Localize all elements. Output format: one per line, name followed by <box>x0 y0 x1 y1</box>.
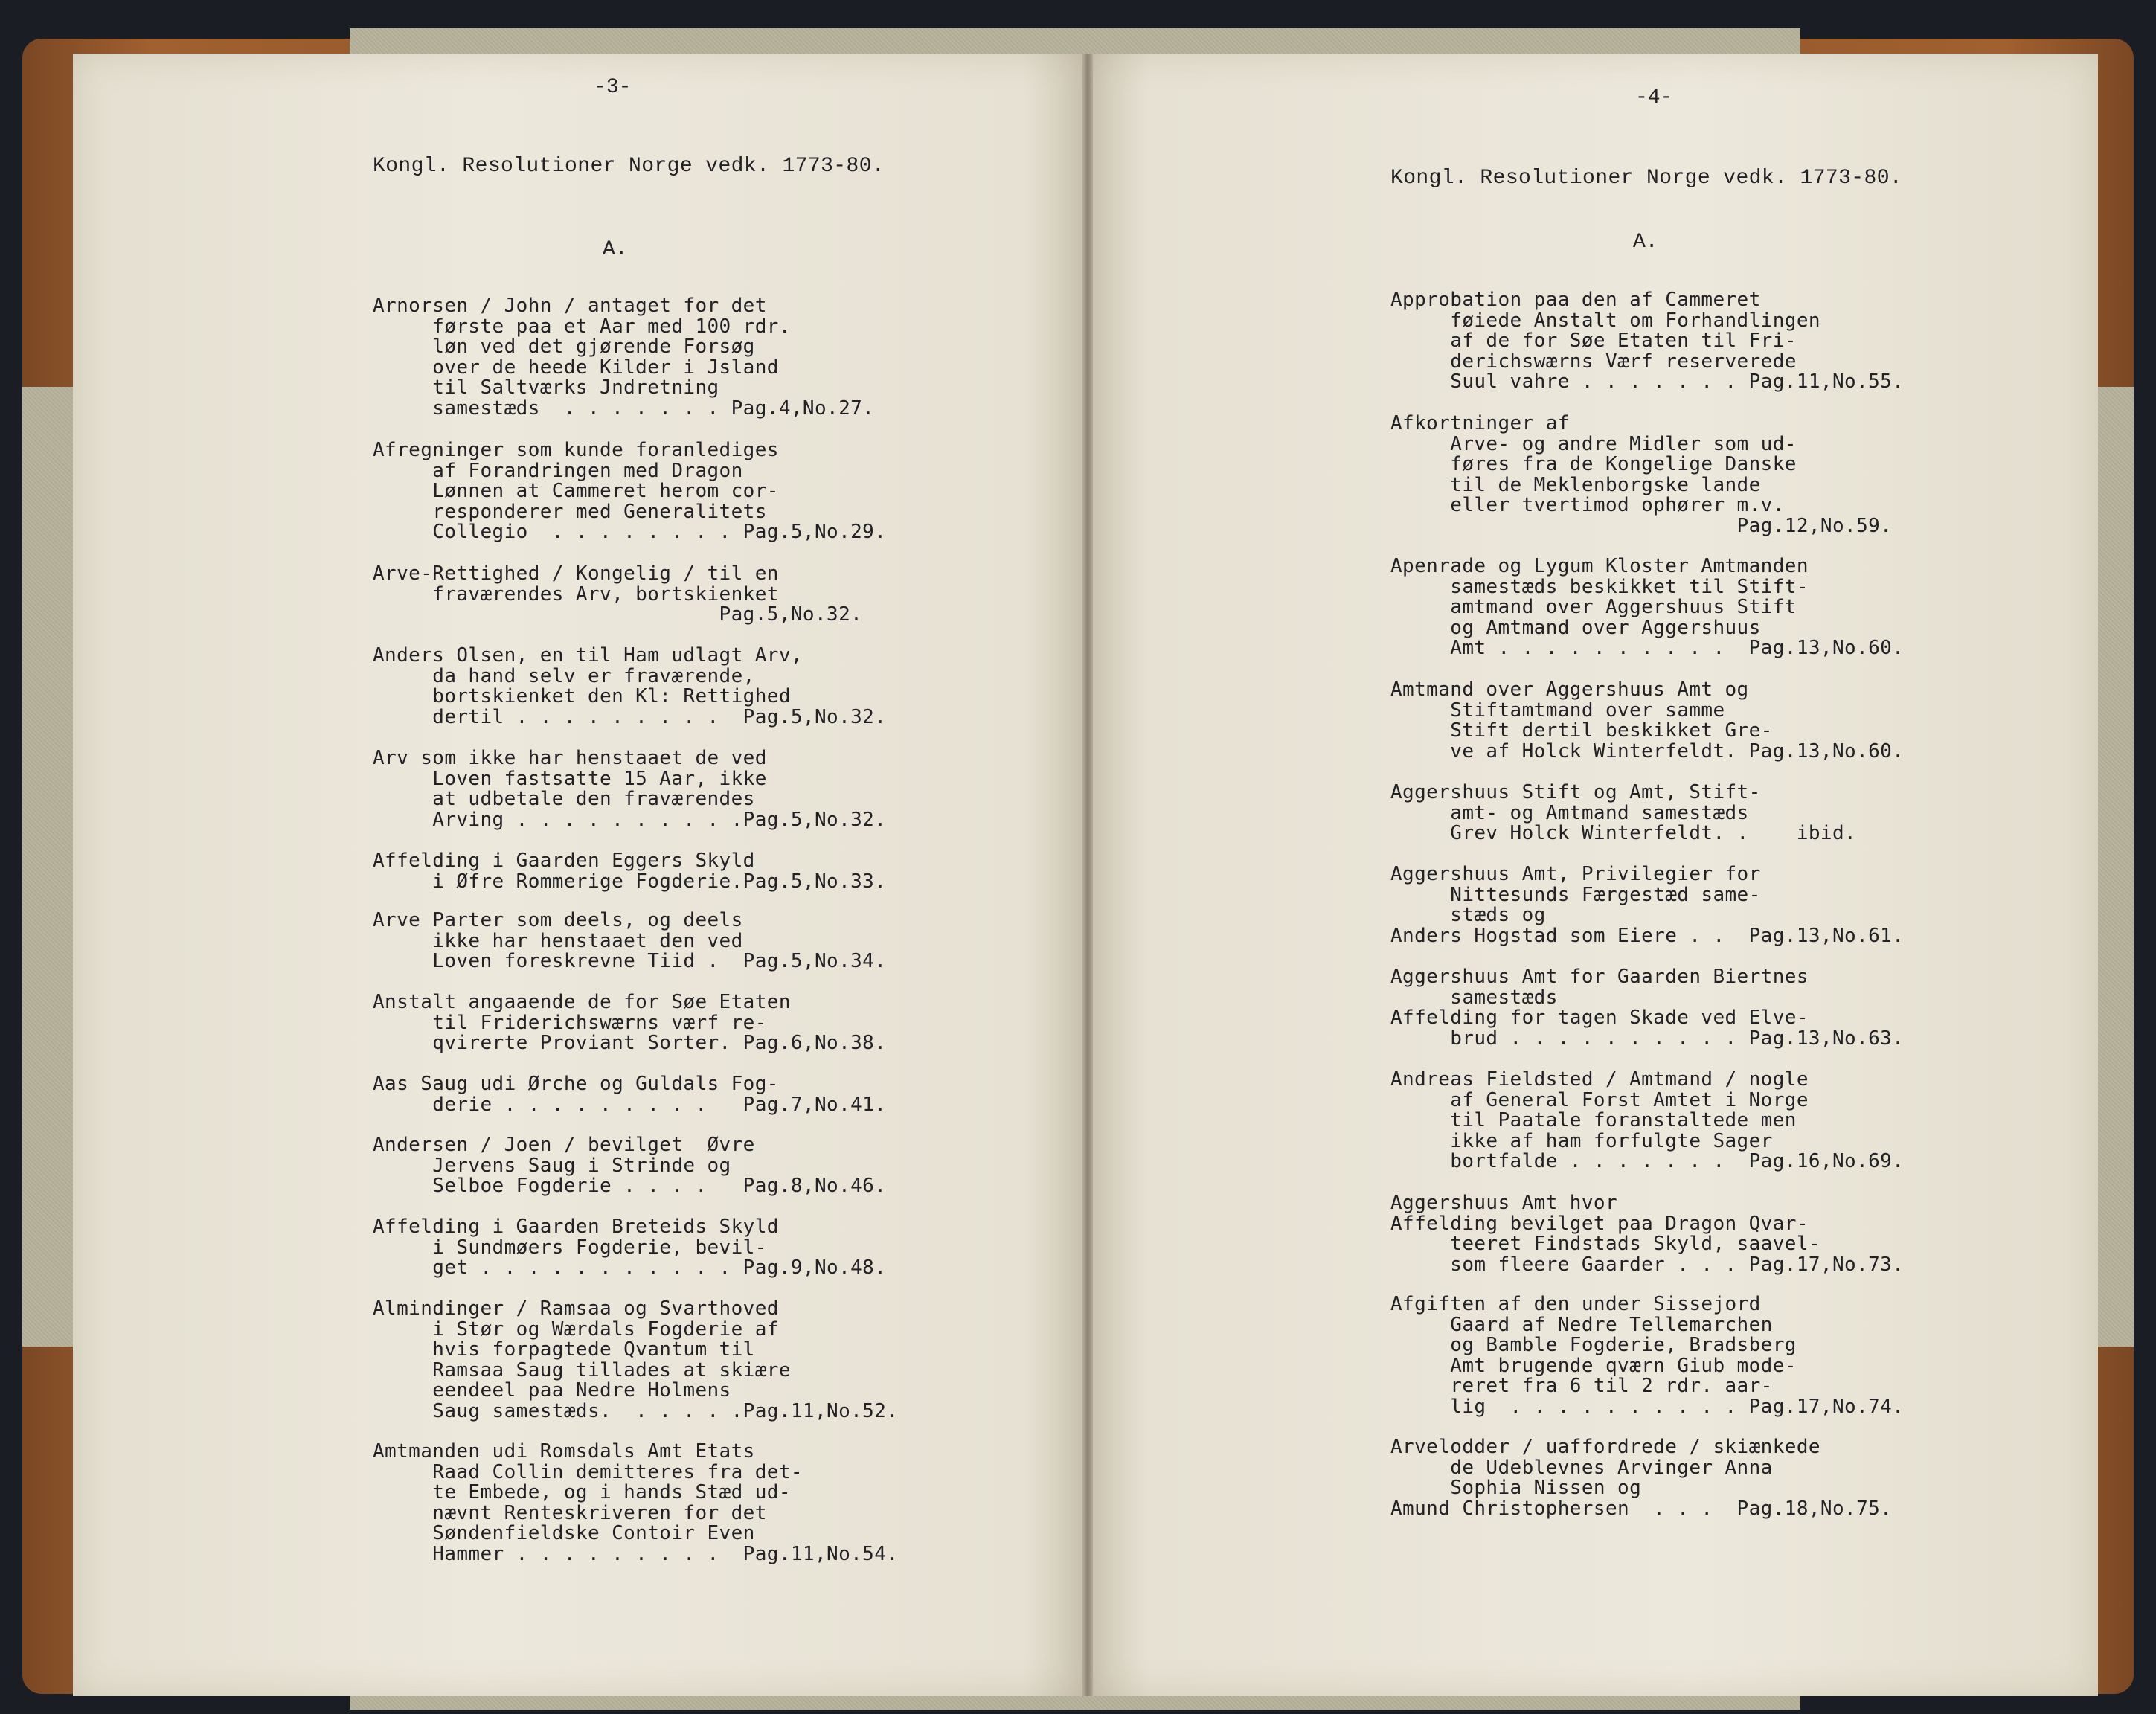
index-entry: Aggershuus Amt, Privilegier for Nittesunds Færgestæd same- stæds og Anders Hogstad som Eiere . . Pag.13,No.61. <box>1390 863 1905 947</box>
index-entry: Aas Saug udi Ørche og Guldals Fog- derie . . . . . . . . . Pag.7,No.41. <box>373 1073 887 1116</box>
index-entry: Affelding i Gaarden Eggers Skyld i Øfre Rommerige Fogderie.Pag.5,No.33. <box>373 850 887 893</box>
index-entry: Arnorsen / John / antaget for det første paa et Aar med 100 rdr. løn ved det gjørende Forsøg over de heede Kilder i Jsland til Saltværks Jndretning samestæds . . . . . . . Pag.4,No.27. <box>373 295 875 420</box>
cloth-spine-right <box>2092 387 2134 1347</box>
index-entry: Afregninger som kunde foranlediges af Forandringen med Dragon Lønnen at Cammeret herom cor- responderer med Generalitets Collegio . . . . . . . . Pag.5,No.29. <box>373 439 887 543</box>
index-entry: Affelding i Gaarden Breteids Skyld i Sundmøers Fogderie, bevil- get . . . . . . . . . . . Pag.9,No.48. <box>373 1216 887 1279</box>
index-entry: Afkortninger af Arve- og andre Midler som ud- føres fra de Kongelige Danske til de Meklenborgske lande eller tvertimod ophører m.v. Pag.12,No.59. <box>1390 412 1893 537</box>
section-letter: A. <box>603 238 628 261</box>
page-number: -4- <box>1635 86 1673 109</box>
index-entry: Arv som ikke har henstaaet de ved Loven fastsatte 15 Aar, ikke at udbetale den fraværendes Arving . . . . . . . . . .Pag.5,No.32. <box>373 747 887 831</box>
index-entry: Amtmanden udi Romsdals Amt Etats Raad Collin demitteres fra det- te Embede, og i hands Stæd ud- nævnt Renteskriveren for det Søndenfieldske Contoir Even Hammer . . . . . . . . . Pag.11,No.54. <box>373 1440 899 1565</box>
index-entry: Aggershuus Stift og Amt, Stift- amt- og Amtmand samestæds Grev Holck Winterfeldt. . ibid. <box>1390 781 1857 844</box>
page-header: Kongl. Resolutioner Norge vedk. 1773-80. <box>1390 167 1903 190</box>
index-entry: Amtmand over Aggershuus Amt og Stiftamtmand over samme Stift dertil beskikket Gre- ve af Holck Winterfeldt. Pag.13,No.60. <box>1390 678 1905 763</box>
index-entry: Apenrade og Lygum Kloster Amtmanden samestæds beskikket til Stift- amtmand over Aggershuus Stift og Amtmand over Aggershuus Amt . . . . . . . . . . Pag.13,No.60. <box>1390 555 1905 659</box>
index-entry: Arve Parter som deels, og deels ikke har henstaaet den ved Loven foreskrevne Tiid . Pag.5,No.34. <box>373 909 887 972</box>
index-entry: Anstalt angaaende de for Søe Etaten til Friderichswærns værf re- qvirerte Proviant Sorter. Pag.6,No.38. <box>373 991 887 1054</box>
book-gutter <box>1082 54 1093 1696</box>
right-page <box>1088 54 2098 1696</box>
index-entry: Arve-Rettighed / Kongelig / til en fraværendes Arv, bortskienket Pag.5,No.32. <box>373 562 863 626</box>
index-entry: Aggershuus Amt for Gaarden Biertnes samestæds Affelding for tagen Skade ved Elve- brud . . . . . . . . . . Pag.13,No.63. <box>1390 966 1905 1050</box>
section-letter: A. <box>1633 231 1658 254</box>
index-entry: Almindinger / Ramsaa og Svarthoved i Stør og Wærdals Fogderie af hvis forpagtede Qvantum til Ramsaa Saug tillades at skiære eendeel paa Nedre Holmens Saug samestæds. . . . . .Pag.11,No.52. <box>373 1297 899 1422</box>
page-header: Kongl. Resolutioner Norge vedk. 1773-80. <box>373 155 885 178</box>
index-entry: Arvelodder / uaffordrede / skiænkede de Udeblevnes Arvinger Anna Sophia Nissen og Amund Christophersen . . . Pag.18,No.75. <box>1390 1436 1893 1520</box>
index-entry: Anders Olsen, en til Ham udlagt Arv, da hand selv er fraværende, bortskienket den Kl: Rettighed dertil . . . . . . . . . Pag.5,No.32. <box>373 644 887 728</box>
index-entry: Aggershuus Amt hvor Affelding bevilget paa Dragon Qvar- teeret Findstads Skyld, saavel- som fleere Gaarder . . . Pag.17,No.73. <box>1390 1192 1905 1276</box>
page-number: -3- <box>594 76 632 99</box>
index-entry: Approbation paa den af Cammeret føiede Anstalt om Forhandlingen af de for Søe Etaten til Fri- derichswærns Værf reserverede Suul vahre . . . . . . . Pag.11,No.55. <box>1390 289 1905 393</box>
index-entry: Andersen / Joen / bevilget Øvre Jervens Saug i Strinde og Selboe Fogderie . . . . Pag.8,No.46. <box>373 1134 887 1197</box>
cloth-spine-left <box>22 387 74 1347</box>
index-entry: Afgiften af den under Sissejord Gaard af Nedre Tellemarchen og Bamble Fogderie, Bradsberg Amt brugende qværn Giub mode- reret fra 6 til 2 rdr. aar- lig . . . . . . . . . . Pag.17,No.74. <box>1390 1293 1905 1418</box>
index-entry: Andreas Fieldsted / Amtmand / nogle af General Forst Amtet i Norge til Paatale foranstaltede men ikke af ham forfulgte Sager bortfalde . . . . . . . Pag.16,No.69. <box>1390 1068 1905 1172</box>
left-page <box>73 54 1085 1696</box>
